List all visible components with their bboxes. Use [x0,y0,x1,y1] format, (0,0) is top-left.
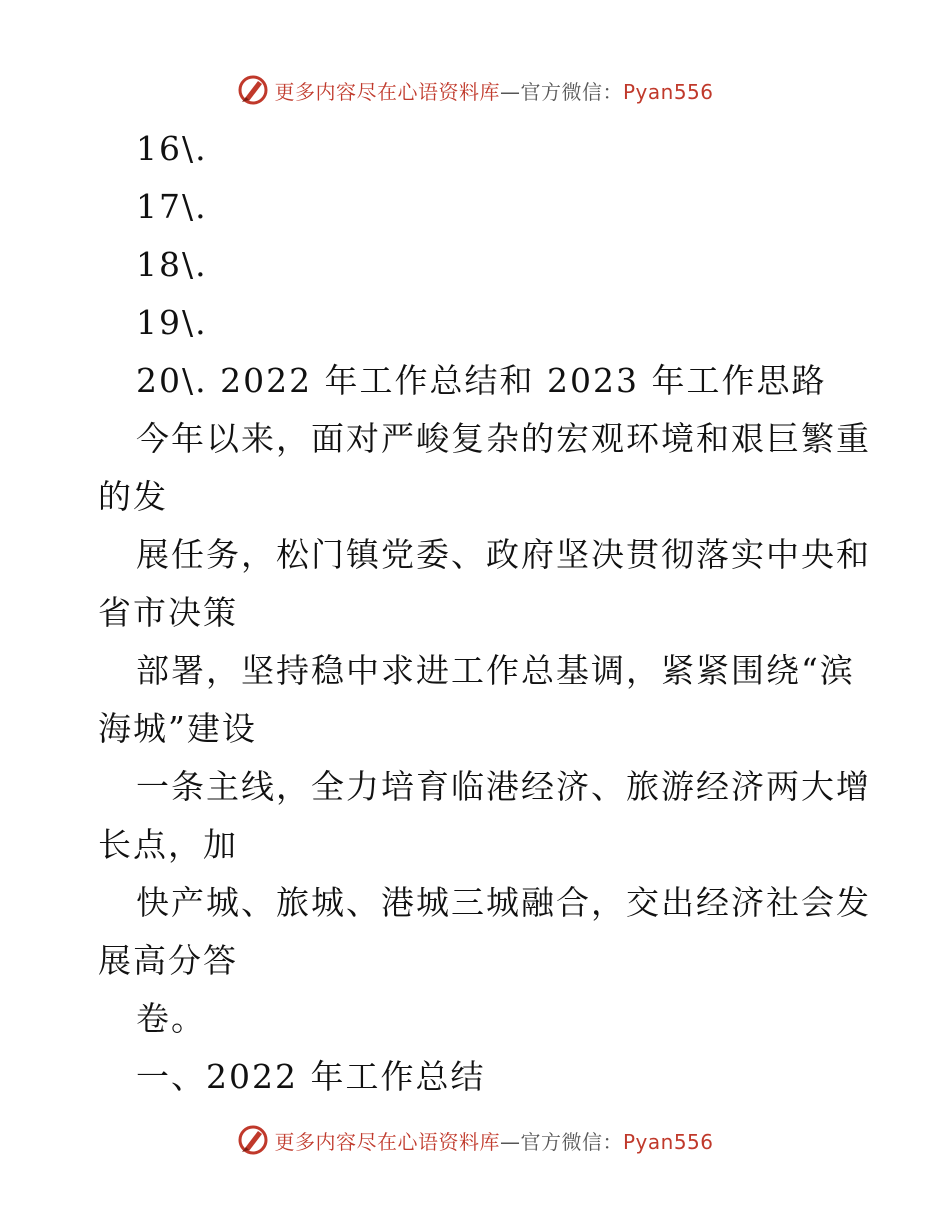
watermark-sub: 官方微信： [520,1129,623,1154]
paragraph-line: 长点，加 [98,825,238,864]
watermark-sub: 官方微信： [520,79,623,104]
text-line-19: 19\. [136,303,208,342]
watermark-separator: — [499,1129,521,1154]
paragraph-line: 的发 [98,477,168,516]
paragraph-line: 部署，坚持稳中求进工作总基调，紧紧围绕“滨 [136,651,855,690]
watermark-brand: Pyan556 [622,79,714,104]
text-line-18: 18\. [136,245,208,284]
watermark-main: 更多内容尽在心语资料库 [274,79,500,104]
watermark-separator: — [499,79,521,104]
paragraph-line: 海城”建设 [98,709,257,748]
paragraph-line: 展任务，松门镇党委、政府坚决贯彻落实中央和 [136,535,871,574]
pen-logo-icon [236,73,270,107]
section-heading-20: 20\. 2022 年工作总结和 2023 年工作思路 [136,361,827,400]
paragraph-line: 省市决策 [98,593,238,632]
document-body [98,120,871,1106]
pen-logo-icon [236,1123,270,1157]
section-heading-1: 一、2022 年工作总结 [136,1057,486,1096]
header-watermark [0,70,950,110]
watermark-main: 更多内容尽在心语资料库 [274,1129,500,1154]
watermark-brand: Pyan556 [622,1129,714,1154]
text-line-17: 17\. [136,187,208,226]
text-line-16: 16\. [136,129,208,168]
paragraph-line: 今年以来，面对严峻复杂的宏观环境和艰巨繁重 [136,419,871,458]
paragraph-line: 快产城、旅城、港城三城融合，交出经济社会发 [136,883,871,922]
paragraph-line: 一条主线，全力培育临港经济、旅游经济两大增 [136,767,871,806]
paragraph-line: 展高分答 [98,941,238,980]
footer-watermark [0,1120,950,1160]
footer-watermark-text [274,1126,713,1155]
paragraph-line: 卷。 [136,999,206,1038]
header-watermark-text [274,76,713,105]
